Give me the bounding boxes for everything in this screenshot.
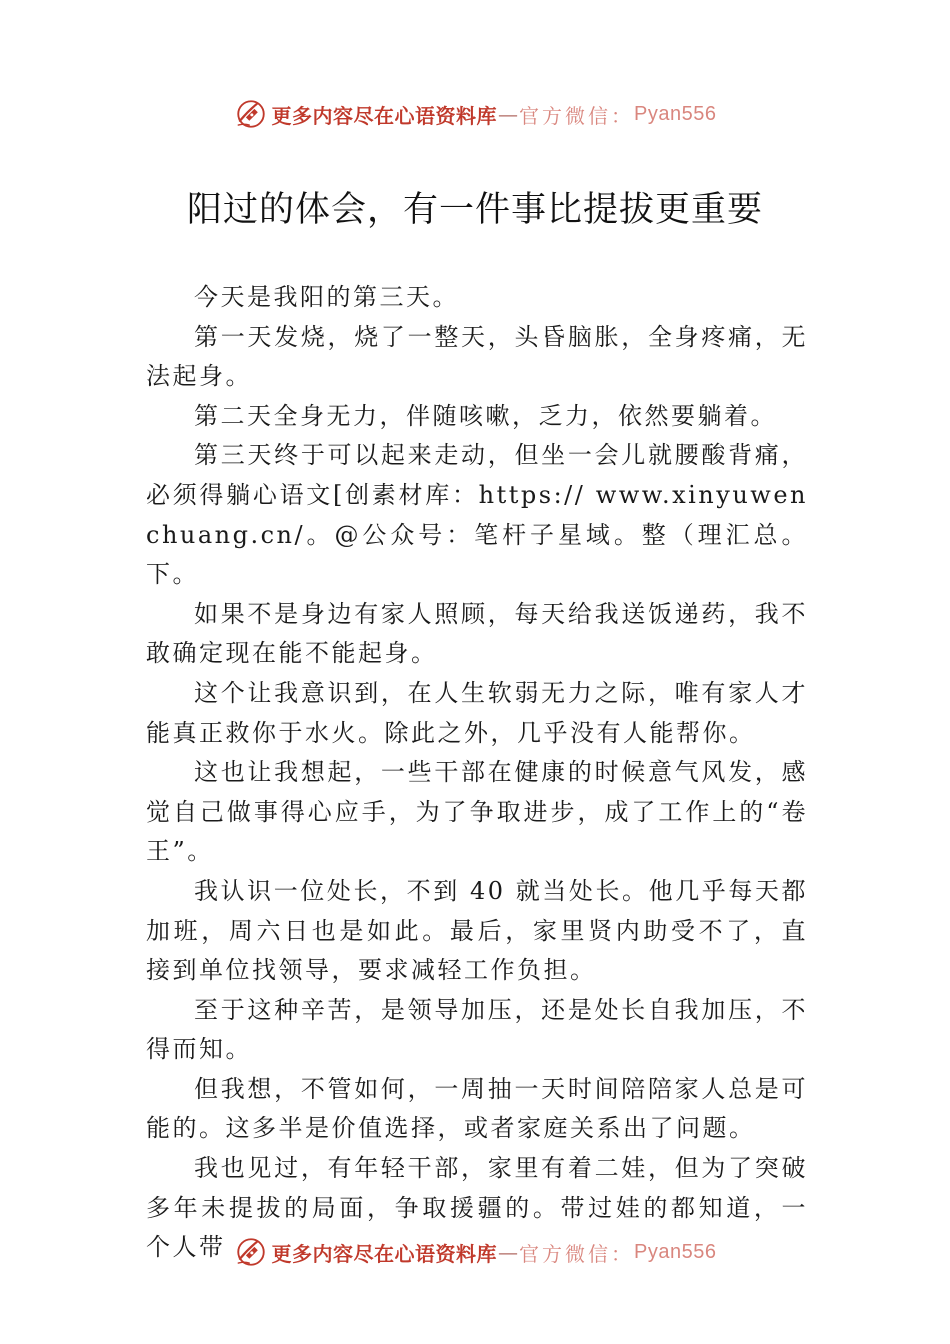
paragraph: 第二天全身无力，伴随咳嗽，乏力，依然要躺着。 bbox=[194, 401, 777, 430]
pen-nib-logo-icon bbox=[234, 1235, 268, 1269]
paragraph: 第一天发烧，烧了一整天，头昏脑胀，全身疼痛，无法起身。 bbox=[146, 322, 808, 391]
banner-wechat-label: 官方微信： bbox=[519, 1241, 635, 1266]
paragraph: 但我想，不管如何，一周抽一天时间陪陪家人总是可能的。这多半是价值选择，或者家庭关系出了问题。 bbox=[146, 1074, 808, 1143]
document-title: 阳过的体会，有一件事比提拔更重要 bbox=[186, 190, 763, 230]
paragraph: 我也见过，有年轻干部，家里有着二娃，但为了突破多年未提拔的局面，争取援疆的。带过娃的都知道，一个人带 bbox=[146, 1154, 808, 1262]
paragraph: 第三天终于可以起来走动，但坐一会儿就腰酸背痛，必须得躺心语文[创素材库：https:// www.xinyuwenchuang.cn/。@公众号：笔杆子星域。整（理汇总。下。 bbox=[146, 441, 808, 589]
banner-wechat-id: Pyan556 bbox=[634, 102, 717, 125]
banner-separator: — bbox=[498, 1240, 519, 1264]
pen-nib-logo-icon bbox=[234, 97, 268, 131]
paragraph: 我认识一位处长，不到 40 就当处长。他几乎每天都加班，周六日也是如此。最后，家里贤内助受不了，直接到单位找领导，要求减轻工作负担。 bbox=[146, 876, 808, 985]
banner-wechat-label: 官方微信： bbox=[519, 103, 635, 128]
header-watermark-banner bbox=[0, 94, 950, 134]
banner-separator: — bbox=[498, 102, 519, 126]
article-body bbox=[146, 278, 808, 1268]
paragraph: 今天是我阳的第三天。 bbox=[194, 283, 459, 311]
banner-lead-text: 更多内容尽在心语资料库 bbox=[271, 103, 498, 128]
paragraph: 这也让我想起，一些干部在健康的时候意气风发，感觉自己做事得心应手，为了争取进步，成了工作上的“卷王”。 bbox=[146, 758, 808, 866]
banner-wechat-id: Pyan556 bbox=[634, 1240, 717, 1263]
paragraph: 如果不是身边有家人照顾，每天给我送饭递药，我不敢确定现在能不能起身。 bbox=[146, 599, 808, 668]
banner-lead-text: 更多内容尽在心语资料库 bbox=[271, 1241, 498, 1266]
paragraph: 至于这种辛苦，是领导加压，还是处长自我加压，不得而知。 bbox=[146, 995, 808, 1064]
paragraph: 这个让我意识到，在人生软弱无力之际，唯有家人才能真正救你于水火。除此之外，几乎没有人能帮你。 bbox=[146, 678, 808, 747]
footer-watermark-banner bbox=[0, 1232, 950, 1272]
